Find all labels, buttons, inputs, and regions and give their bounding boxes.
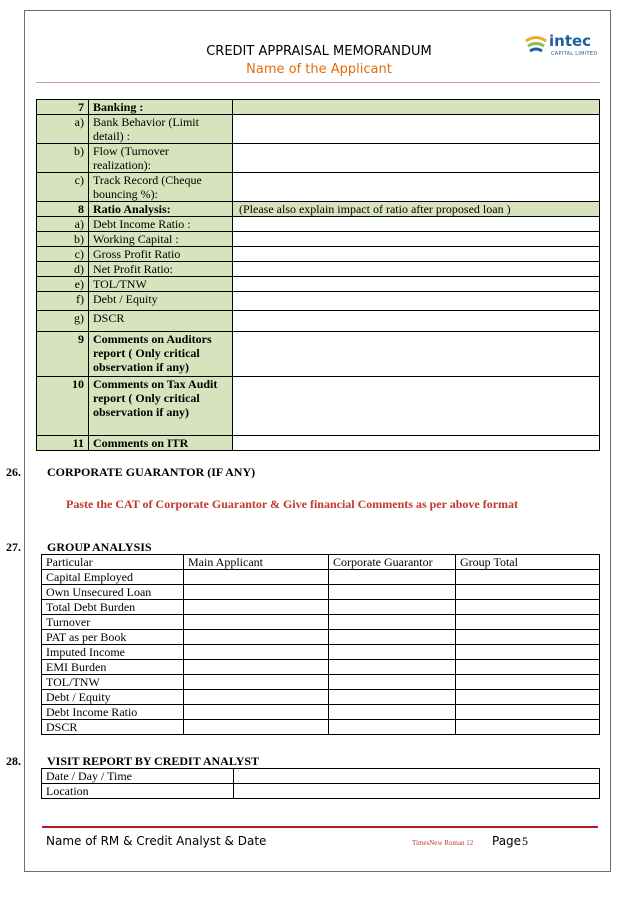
row-number: e)	[37, 277, 89, 292]
group-analysis-value-cell[interactable]	[456, 645, 600, 660]
row-label: Ratio Analysis:	[89, 202, 233, 217]
particular-label: Debt / Equity	[42, 690, 184, 705]
group-analysis-value-cell[interactable]	[184, 570, 329, 585]
particular-label: Debt Income Ratio	[42, 705, 184, 720]
group-analysis-value-cell[interactable]	[456, 660, 600, 675]
section-27-title: GROUP ANALYSIS	[47, 540, 152, 554]
group-analysis-value-cell[interactable]	[184, 690, 329, 705]
group-analysis-table	[41, 554, 600, 735]
row-value-cell[interactable]	[233, 144, 600, 173]
section-26-title: CORPORATE GUARANTOR (IF ANY)	[47, 465, 256, 479]
visit-report-value-cell[interactable]	[234, 784, 600, 799]
row-label: DSCR	[89, 311, 233, 332]
row-label: Flow (Turnover realization):	[89, 144, 233, 173]
ratio-table-row	[37, 292, 600, 311]
group-analysis-value-cell[interactable]	[184, 600, 329, 615]
group-analysis-row	[42, 630, 600, 645]
group-analysis-value-cell[interactable]	[329, 645, 456, 660]
group-analysis-value-cell[interactable]	[329, 630, 456, 645]
group-analysis-value-cell[interactable]	[456, 675, 600, 690]
row-value-cell[interactable]	[233, 436, 600, 451]
ratio-table-row	[37, 173, 600, 202]
row-value-cell[interactable]	[233, 173, 600, 202]
logo-mark-icon	[523, 32, 549, 58]
group-analysis-value-cell[interactable]	[456, 600, 600, 615]
group-analysis-value-cell[interactable]	[329, 570, 456, 585]
ratio-table-row	[37, 202, 600, 217]
group-analysis-header-row	[42, 555, 600, 570]
ratio-table-row	[37, 262, 600, 277]
section-27-number: 27.	[6, 540, 21, 554]
row-value-cell[interactable]	[233, 247, 600, 262]
group-analysis-row	[42, 585, 600, 600]
row-number: a)	[37, 217, 89, 232]
visit-report-label: Date / Day / Time	[42, 769, 234, 784]
row-label: Comments on Auditors report ( Only critical observation if any)	[89, 332, 233, 377]
particular-label: Own Unsecured Loan	[42, 585, 184, 600]
visit-report-label: Location	[42, 784, 234, 799]
row-label: Bank Behavior (Limit detail) :	[89, 115, 233, 144]
particular-label: Capital Employed	[42, 570, 184, 585]
particular-label: PAT as per Book	[42, 630, 184, 645]
group-analysis-value-cell[interactable]	[456, 570, 600, 585]
ratio-table-row	[37, 232, 600, 247]
group-analysis-value-cell[interactable]	[184, 585, 329, 600]
header-divider	[36, 82, 600, 83]
visit-report-row	[42, 769, 600, 784]
row-number: c)	[37, 247, 89, 262]
row-label: Track Record (Cheque bouncing %):	[89, 173, 233, 202]
group-analysis-value-cell[interactable]	[456, 630, 600, 645]
section-26-number: 26.	[6, 465, 21, 479]
visit-report-row	[42, 784, 600, 799]
row-number: b)	[37, 144, 89, 173]
particular-label: DSCR	[42, 720, 184, 735]
particular-label: EMI Burden	[42, 660, 184, 675]
group-analysis-value-cell[interactable]	[456, 720, 600, 735]
row-value-cell[interactable]	[233, 100, 600, 115]
column-header: Group Total	[456, 555, 600, 570]
logo-name: intec	[549, 32, 592, 50]
ratio-table-row	[37, 436, 600, 451]
applicant-name-placeholder: Name of the Applicant	[246, 62, 392, 77]
row-label: Banking :	[89, 100, 233, 115]
row-value-cell[interactable]	[233, 262, 600, 277]
row-value-cell[interactable]	[233, 311, 600, 332]
group-analysis-value-cell[interactable]	[184, 615, 329, 630]
row-number: d)	[37, 262, 89, 277]
footer-divider	[42, 826, 598, 828]
group-analysis-value-cell[interactable]	[184, 675, 329, 690]
row-label: Debt Income Ratio :	[89, 217, 233, 232]
group-analysis-value-cell[interactable]	[456, 585, 600, 600]
group-analysis-value-cell[interactable]	[184, 630, 329, 645]
group-analysis-row	[42, 705, 600, 720]
group-analysis-value-cell[interactable]	[329, 675, 456, 690]
group-analysis-value-cell[interactable]	[456, 705, 600, 720]
group-analysis-row	[42, 690, 600, 705]
row-label: Gross Profit Ratio	[89, 247, 233, 262]
row-number: a)	[37, 115, 89, 144]
row-number: 10	[37, 377, 89, 436]
column-header: Particular	[42, 555, 184, 570]
corporate-guarantor-note: Paste the CAT of Corporate Guarantor & Give financial Comments as per above format	[66, 497, 519, 511]
footer-font-note: TimesNew Roman 12	[412, 839, 474, 847]
group-analysis-row	[42, 600, 600, 615]
group-analysis-value-cell[interactable]	[184, 660, 329, 675]
footer-page-number: 5	[522, 834, 528, 848]
row-number: g)	[37, 311, 89, 332]
ratio-table-row	[37, 311, 600, 332]
column-header: Main Applicant	[184, 555, 329, 570]
group-analysis-value-cell[interactable]	[329, 705, 456, 720]
ratio-table-row	[37, 100, 600, 115]
group-analysis-row	[42, 615, 600, 630]
logo-tagline: CAPITAL LIMITED	[551, 51, 598, 57]
row-value-cell[interactable]	[233, 232, 600, 247]
row-number: b)	[37, 232, 89, 247]
ratio-table-row	[37, 217, 600, 232]
row-label: Debt / Equity	[89, 292, 233, 311]
group-analysis-value-cell[interactable]	[184, 720, 329, 735]
row-number: 7	[37, 100, 89, 115]
column-header: Corporate Guarantor	[329, 555, 456, 570]
row-value-cell[interactable]	[233, 277, 600, 292]
group-analysis-value-cell[interactable]	[184, 705, 329, 720]
row-value-cell[interactable]: (Please also explain impact of ratio after proposed loan )	[233, 202, 600, 217]
row-label: Net Profit Ratio:	[89, 262, 233, 277]
visit-report-value-cell[interactable]	[234, 769, 600, 784]
row-value-cell[interactable]	[233, 217, 600, 232]
group-analysis-value-cell[interactable]	[184, 645, 329, 660]
row-number: 8	[37, 202, 89, 217]
row-number: 11	[37, 436, 89, 451]
ratio-table-row	[37, 332, 600, 377]
row-number: f)	[37, 292, 89, 311]
section-28-title: VISIT REPORT BY CREDIT ANALYST	[47, 754, 260, 768]
row-value-cell[interactable]	[233, 115, 600, 144]
ratio-table-row	[37, 115, 600, 144]
row-value-cell[interactable]	[233, 377, 600, 436]
company-logo	[523, 32, 603, 62]
row-number: c)	[37, 173, 89, 202]
group-analysis-value-cell[interactable]	[329, 600, 456, 615]
particular-label: Total Debt Burden	[42, 600, 184, 615]
document-title: CREDIT APPRAISAL MEMORANDUM	[206, 44, 432, 59]
ratio-table-row	[37, 144, 600, 173]
footer-page-label: Page	[492, 834, 522, 848]
group-analysis-row	[42, 570, 600, 585]
group-analysis-value-cell[interactable]	[456, 615, 600, 630]
group-analysis-row	[42, 720, 600, 735]
ratio-table-row	[37, 277, 600, 292]
group-analysis-value-cell[interactable]	[456, 690, 600, 705]
row-label: TOL/TNW	[89, 277, 233, 292]
row-label: Comments on ITR	[89, 436, 233, 451]
row-value-cell[interactable]	[233, 332, 600, 377]
group-analysis-row	[42, 645, 600, 660]
row-label: Working Capital :	[89, 232, 233, 247]
group-analysis-row	[42, 660, 600, 675]
section-28-number: 28.	[6, 754, 21, 768]
ratio-table-row	[37, 247, 600, 262]
banking-ratio-table	[36, 99, 600, 451]
visit-report-table	[41, 768, 600, 799]
particular-label: Imputed Income	[42, 645, 184, 660]
row-label: Comments on Tax Audit report ( Only critical observation if any)	[89, 377, 233, 436]
group-analysis-row	[42, 675, 600, 690]
group-analysis-value-cell[interactable]	[329, 660, 456, 675]
particular-label: TOL/TNW	[42, 675, 184, 690]
particular-label: Turnover	[42, 615, 184, 630]
row-value-cell[interactable]	[233, 292, 600, 311]
group-analysis-value-cell[interactable]	[329, 720, 456, 735]
group-analysis-value-cell[interactable]	[329, 690, 456, 705]
group-analysis-value-cell[interactable]	[329, 615, 456, 630]
group-analysis-value-cell[interactable]	[329, 585, 456, 600]
row-number: 9	[37, 332, 89, 377]
footer-signatory-label: Name of RM & Credit Analyst & Date	[46, 834, 267, 848]
ratio-table-row	[37, 377, 600, 436]
